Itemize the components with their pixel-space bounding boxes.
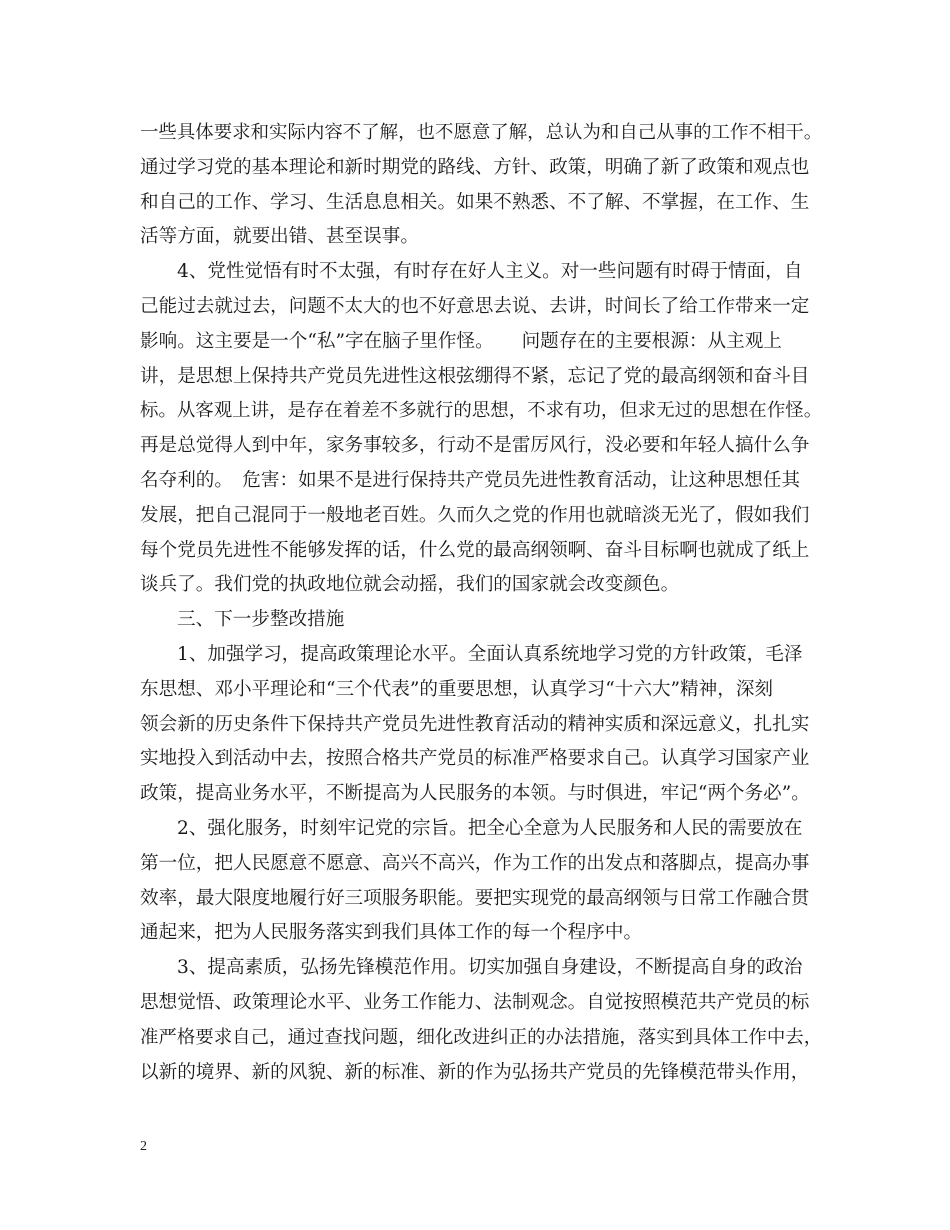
text-line: 以新的境界、新的风貌、新的标准、新的作为弘扬共产党员的先锋模范带头作用，: [140, 1061, 810, 1083]
text-line: 思想觉悟、政策理论水平、业务工作能力、法制观念。自觉按照模范共产党员的标: [140, 991, 810, 1013]
text-line: 三、下一步整改措施: [177, 609, 345, 631]
text-line: 己能过去就过去，问题不太大的也不好意思去说、去讲，时间长了给工作带来一定: [140, 295, 810, 317]
text-line: 再是总觉得人到中年，家务事较多，行动不是雷厉风行，没必要和年轻人搞什么争: [140, 435, 810, 457]
text-line: 通过学习党的基本理论和新时期党的路线、方针、政策，明确了新了政策和观点也: [140, 156, 810, 178]
text-line: 2、强化服务，时刻牢记党的宗旨。把全心全意为人民服务和人民的需要放在: [177, 817, 803, 839]
text-line: 通起来，把为人民服务落实到我们具体工作的每一个程序中。: [140, 922, 643, 944]
text-line: 活等方面，就要出错、甚至误事。: [140, 226, 419, 248]
text-line: 标。从客观上讲，是存在着差不多就行的思想，不求有功，但求无过的思想在作怪。: [140, 400, 823, 422]
text-line: 实地投入到活动中去，按照合格共产党员的标准严格要求自己。认真学习国家产业: [140, 748, 810, 770]
text-line: 讲，是思想上保持共产党员先进性这根弦绷得不紧，忘记了党的最高纲领和奋斗目: [140, 365, 810, 387]
text-line: 1、加强学习，提高政策理论水平。全面认真系统地学习党的方针政策，毛泽: [177, 643, 803, 665]
text-line: 一些具体要求和实际内容不了解，也不愿意了解，总认为和自己从事的工作不相干。: [140, 122, 823, 143]
text-line: 4、党性觉悟有时不太强，有时存在好人主义。对一些问题有时碍于情面，自: [177, 261, 803, 283]
text-line: 发展，把自己混同于一般地老百姓。久而久之党的作用也就暗淡无光了，假如我们: [140, 504, 810, 526]
text-line: 第一位，把人民愿意不愿意、高兴不高兴，作为工作的出发点和落脚点，提高办事: [140, 852, 810, 874]
text-line: 3、提高素质，弘扬先锋模范作用。切实加强自身建设，不断提高自身的政治: [177, 957, 803, 979]
text-line: 东思想、邓小平理论和“三个代表”的重要思想，认真学习“十六大”精神，深刻: [140, 678, 774, 700]
text-line: 名夺利的。 危害：如果不是进行保持共产党员先进性教育活动，让这种思想任其: [140, 469, 801, 491]
text-line: 影响。这主要是一个“私”字在脑子里作怪。 问题存在的主要根源：从主观上: [140, 330, 782, 352]
text-line: 效率，最大限度地履行好三项服务职能。要把实现党的最高纲领与日常工作融合贯: [140, 887, 810, 909]
document-body: [140, 116, 822, 1090]
text-line: 谈兵了。我们党的执政地位就会动摇，我们的国家就会改变颜色。: [140, 574, 680, 596]
page-number: 2: [140, 1139, 147, 1154]
text-line: 每个党员先进性不能够发挥的话，什么党的最高纲领啊、奋斗目标啊也就成了纸上: [140, 539, 810, 561]
text-line: 和自己的工作、学习、生活息息相关。如果不熟悉、不了解、不掌握，在工作、生: [140, 191, 810, 213]
text-line: 政策，提高业务水平，不断提高为人民服务的本领。与时俱进，牢记“两个务必”。: [140, 783, 810, 805]
text-line: 领会新的历史条件下保持共产党员先进性教育活动的精神实质和深远意义，扎扎实: [140, 713, 810, 735]
text-line: 准严格要求自己，通过查找问题，细化改进纠正的办法措施，落实到具体工作中去，: [140, 1026, 823, 1048]
